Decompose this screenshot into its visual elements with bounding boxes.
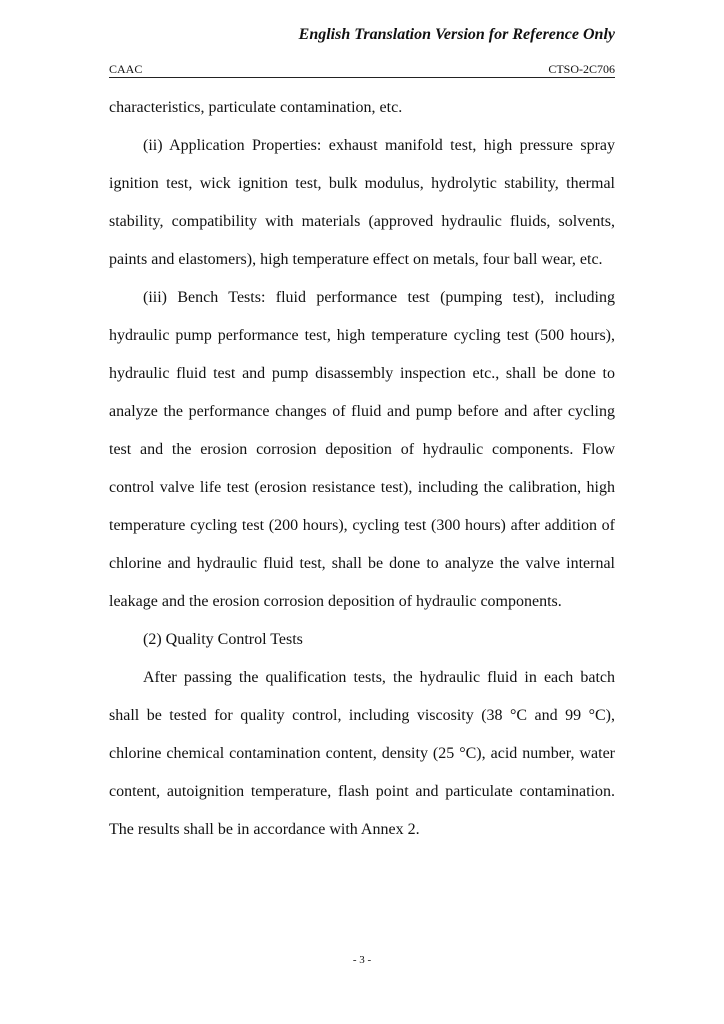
section-heading-quality-control: (2) Quality Control Tests	[143, 631, 303, 648]
page-number: - 3 -	[352, 954, 372, 966]
paragraph-application-properties: (ii) Application Properties: exhaust manifold test, high pressure spray ignition test, wick ignition test, bulk modulus, hydrolytic stability, thermal stability, compatibility with materials (approved hydraulic fluids, solvents, paints and elastomers), high temperature effect on metals, four ball wear, etc.	[109, 137, 615, 268]
header-document-number: CTSO-2C706	[548, 62, 615, 76]
paragraph-quality-control: After passing the qualification tests, the hydraulic fluid in each batch shall be tested for quality control, including viscosity (38 °C and 99 °C), chlorine chemical contamination content, density (25 °C), acid number, water content, autoignition temperature, flash point and particulate contamination. The results shall be in accordance with Annex 2.	[109, 669, 615, 838]
paragraph-bench-tests: (iii) Bench Tests: fluid performance test (pumping test), including hydraulic pump performance test, high temperature cycling test (500 hours), hydraulic fluid test and pump disassembly inspection etc., shall be done to analyze the performance changes of fluid and pump before and after cycling test and the erosion corrosion deposition of hydraulic components. Flow control valve life test (erosion resistance test), including the calibration, high temperature cycling test (200 hours), cycling test (300 hours) after addition of chlorine and hydraulic fluid test, shall be done to analyze the valve internal leakage and the erosion corrosion deposition of hydraulic components.	[109, 289, 615, 610]
translation-banner: English Translation Version for Reference Only	[298, 26, 615, 43]
header-organization: CAAC	[109, 62, 143, 76]
document-body	[109, 89, 615, 849]
paragraph-continuation: characteristics, particulate contamination, etc.	[109, 99, 403, 116]
document-header	[109, 62, 615, 78]
